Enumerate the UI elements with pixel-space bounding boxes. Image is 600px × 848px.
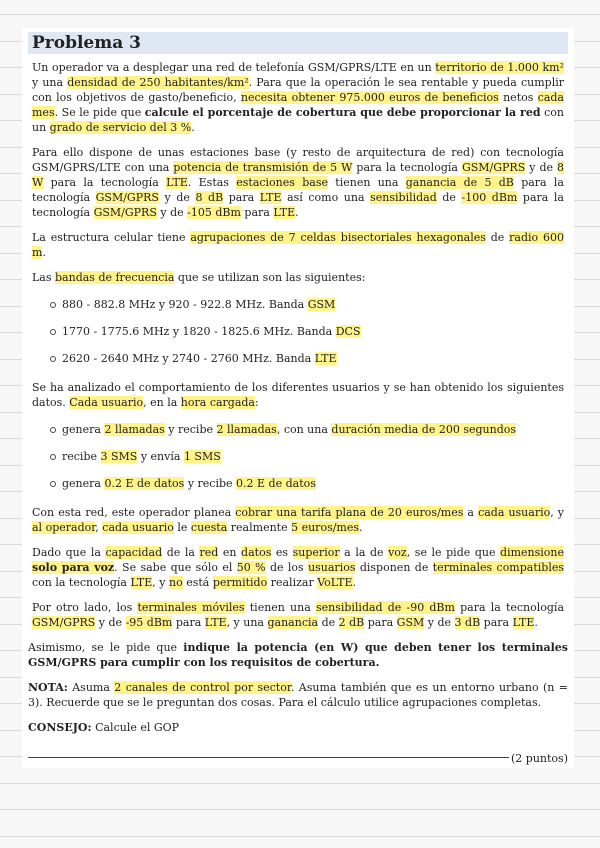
text-0: Para ello dispone de unas estaciones base (y resto de arquitectura de red) con tecnología GSM/GPRS/LTE con una [32,146,564,174]
highlight-17: 3 dB [454,616,481,629]
highlight-7: superior [292,546,340,559]
notebook-line [0,783,600,784]
text-10: , y una [226,616,268,629]
highlight-27: LTE [273,206,296,219]
usage-item [50,476,568,491]
text-24: está [182,576,213,589]
text-0: Con esta red, este operador planea [32,506,236,519]
highlight-27: VoLTE [317,576,353,589]
highlight-1: cobrar una tarifa plana de 20 euros/mes [235,506,464,519]
highlight-7: LTE [166,176,188,189]
text-2: a [463,506,479,519]
highlight-1: capacidad [105,546,163,559]
highlight-17: usuarios [308,561,356,574]
text-26: para [240,206,274,219]
text-10: realmente [227,521,292,534]
highlight-1: bandas de frecuencia [55,271,175,284]
highlight-1: DCS [335,325,361,338]
paragraph-cell-structure [28,230,568,260]
highlight-1: potencia de transmisión de 5 W [173,161,353,174]
highlight-1: agrupaciones de 7 celdas bisectoriales hexagonales [190,231,486,244]
paragraph-note [28,680,568,710]
text-0: 2620 - 2640 MHz y 2740 - 2760 MHz. Banda [62,352,315,365]
text-12: . [191,121,195,134]
highlight-19: LTE [512,616,535,629]
points-label: (2 puntos) [511,752,568,765]
highlight-3: 0.2 E de datos [236,477,316,490]
highlight-15: 8 dB [195,191,224,204]
notebook-line [0,836,600,837]
text-28: . [352,576,357,589]
text-0: Asimismo, se le pide que [28,641,184,654]
text-0: Las [32,271,56,284]
text-0: Dado que la [32,546,106,559]
text-0: 1770 - 1775.6 MHz y 1820 - 1825.6 MHz. Banda [62,325,336,338]
text-14: para [364,616,397,629]
bands-item [50,297,568,312]
text-4: . [42,246,46,259]
text-1: Asuma [67,681,115,694]
bands-list [28,297,568,366]
text-8: para [172,616,205,629]
footer-rule [28,741,568,765]
text-4: : [255,396,259,409]
problem-card [22,28,574,768]
text-8: a la de [339,546,389,559]
text-9: calcule el porcentaje de cobertura que debe proporcionar la red [144,106,541,119]
highlight-1: territorio de 1.000 km² [435,61,564,74]
text-6: es [271,546,293,559]
text-4: . Para que la operación le sea rentable y pueda cumplir con los objetivos de gasto/beneficio, [32,76,565,104]
text-22: , y [152,576,169,589]
text-22: para la tecnología [32,191,564,219]
text-2: y recibe [164,423,217,436]
text-12: . [359,521,363,534]
highlight-9: voz [388,546,407,559]
text-2: para la tecnología [352,161,462,174]
text-16: para [223,191,260,204]
text-2: y recibe [184,477,237,490]
text-4: , y [550,506,564,519]
highlight-5: datos [241,546,272,559]
text-0: recibe [62,450,101,463]
text-0: Por otro lado, los [32,601,138,614]
text-4: en [218,546,242,559]
text-0: CONSEJO: [28,721,92,734]
paragraph-advice [28,720,568,735]
text-18: disponen de [355,561,433,574]
text-18: para [480,616,513,629]
text-2: y envía [137,450,184,463]
text-4: y de [525,161,557,174]
highlight-11: ganancia de 5 dB [405,176,514,189]
highlight-5: al operador [32,521,96,534]
text-20: de [436,191,462,204]
text-6: y de [95,616,126,629]
highlight-9: cuesta [190,521,228,534]
text-26: realizar [267,576,318,589]
highlight-11: grado de servicio del 3 % [49,121,192,134]
highlight-19: sensibilidad [370,191,437,204]
text-6: netos [498,91,538,104]
paragraph-intro [28,60,568,135]
highlight-7: cada usuario [102,521,174,534]
text-0: Se ha analizado el comportamiento de los diferentes usuarios y se han obtenido los siguientes datos. [32,381,564,409]
text-0: genera [62,423,105,436]
bands-item [50,351,568,366]
highlight-3: 2 llamadas [216,423,277,436]
text-12: de [318,616,339,629]
highlight-3: radio 600 m [32,231,564,259]
paragraph-frequency-bands [28,270,568,285]
highlight-3: hora cargada [180,396,255,409]
text-14: y de [158,191,196,204]
text-10: con un [32,106,564,134]
highlight-1: 0.2 E de datos [104,477,185,490]
text-2: y una [32,76,68,89]
highlight-1: Cada usuario [69,396,144,409]
highlight-13: solo para voz [32,561,115,574]
problem-title: Problema 3 [28,32,568,54]
paragraph-base-stations [28,145,568,220]
usage-list [28,422,568,491]
bands-item [50,324,568,339]
paragraph-dimensioning [28,545,568,590]
text-20: . [534,616,538,629]
highlight-3: cada usuario [478,506,551,519]
highlight-5: duración media de 200 segundos [331,423,517,436]
text-12: para la tecnología [32,176,564,204]
highlight-15: 50 % [236,561,266,574]
highlight-25: -105 dBm [187,206,241,219]
text-1: indique la potencia (en W) que deben tener los terminales GSM/GPRS para cumplir con los requisitos de cobertura. [28,641,568,669]
highlight-13: 2 dB [338,616,365,629]
highlight-23: GSM/GPRS [93,206,157,219]
text-2: tienen una [244,601,316,614]
text-28: . [295,206,299,219]
text-0: Un operador va a desplegar una red de telefonía GSM/GPRS/LTE en un [32,61,436,74]
highlight-5: necesita obtener 975.000 euros de beneficios [240,91,499,104]
text-2: de la [162,546,200,559]
highlight-11: dimensione [500,546,564,559]
highlight-17: LTE [259,191,282,204]
highlight-2: 2 canales de control por sector [114,681,291,694]
highlight-7: cada mes [32,91,564,119]
text-0: La estructura celular tiene [32,231,191,244]
highlight-13: GSM/GPRS [95,191,159,204]
highlight-21: LTE [130,576,153,589]
text-8: . Se le pide que [54,106,145,119]
text-20: con la tecnología [32,576,131,589]
paragraph-power-question [28,640,568,670]
text-0: NOTA: [28,681,68,694]
highlight-23: no [169,576,183,589]
text-3: . Asuma también que es un entorno urbano (n = 3). Recuerde que se le preguntan dos cosas. Para el cálculo utilice agrupaciones completas. [28,681,568,709]
highlight-1: LTE [314,352,337,365]
text-2: , en la [143,396,181,409]
text-16: de los [265,561,309,574]
text-18: así como una [281,191,371,204]
highlight-9: LTE [204,616,227,629]
highlight-3: red [199,546,219,559]
highlight-1: 2 llamadas [104,423,165,436]
highlight-15: GSM [396,616,425,629]
notebook-line [0,809,600,810]
text-14: . Se sabe que sólo el [114,561,237,574]
highlight-11: 5 euros/mes [291,521,360,534]
text-2: de [485,231,510,244]
highlight-21: -100 dBm [461,191,518,204]
highlight-7: -95 dBm [125,616,173,629]
text-16: y de [424,616,455,629]
highlight-11: ganancia [267,616,319,629]
text-6: para la tecnología [43,176,167,189]
text-24: y de [156,206,188,219]
text-10: tienen una [327,176,406,189]
highlight-25: permitido [212,576,268,589]
highlight-1: terminales móviles [137,601,245,614]
highlight-9: estaciones base [236,176,328,189]
highlight-19: terminales compatibles [432,561,564,574]
text-6: , [95,521,103,534]
highlight-5: GSM/GPRS [32,616,96,629]
text-8: le [173,521,191,534]
paragraph-tariff [28,505,568,535]
highlight-3: GSM/GPRS [461,161,526,174]
paragraph-user-behaviour [28,380,568,410]
notebook-line [0,14,600,15]
paragraph-terminals [28,600,568,630]
usage-item [50,422,568,437]
text-2: que se utilizan son las siguientes: [174,271,366,284]
text-0: 880 - 882.8 MHz y 920 - 922.8 MHz. Banda [62,298,308,311]
highlight-3: 1 SMS [183,450,221,463]
text-4: para la tecnología [454,601,565,614]
highlight-5: 8 W [32,161,564,189]
usage-item [50,449,568,464]
text-0: genera [62,477,105,490]
highlight-1: 3 SMS [100,450,138,463]
text-4: , con una [276,423,332,436]
text-8: . Estas [187,176,237,189]
highlight-1: GSM [307,298,336,311]
text-10: , se le pide que [406,546,501,559]
highlight-3: sensibilidad de -90 dBm [315,601,455,614]
highlight-3: densidad de 250 habitantes/km² [67,76,249,89]
text-1: Calcule el GOP [91,721,180,734]
